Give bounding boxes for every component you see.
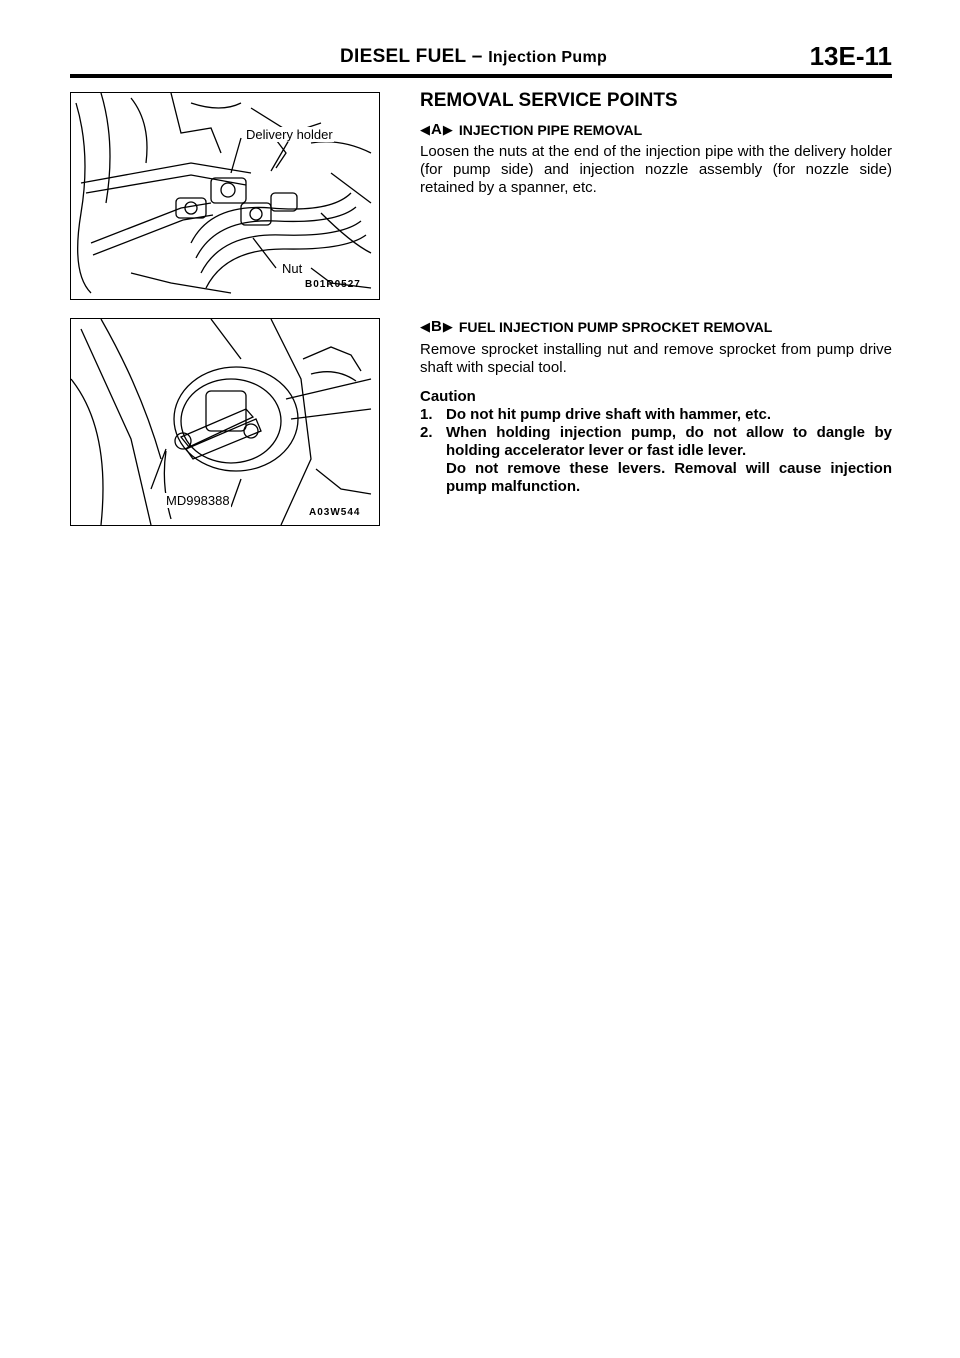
delivery-holder-label: Delivery holder — [246, 127, 333, 142]
page-header — [70, 40, 892, 78]
list-item-text: Do not hit pump drive shaft with hammer, etc. — [446, 406, 772, 423]
header-subtitle: Injection Pump — [488, 49, 608, 66]
left-triangle-icon: ◀ — [420, 122, 430, 137]
left-triangle-icon: ◀ — [420, 319, 430, 334]
list-item — [420, 406, 892, 424]
injection-pipe-illustration — [71, 93, 379, 299]
caution-title: Caution — [420, 388, 476, 405]
section-b-heading-text: FUEL INJECTION PUMP SPROCKET REMOVAL — [458, 318, 773, 335]
list-item — [420, 424, 892, 460]
section-b-heading — [420, 318, 892, 335]
list-item-text: When holding injection pump, do not allow to dangle by holding accelerator lever or fast idle lever. — [446, 424, 892, 459]
header-title — [340, 46, 607, 68]
section-letter: B — [431, 318, 442, 335]
section-a-heading — [420, 121, 892, 138]
nut-label: Nut — [282, 261, 303, 276]
figure-code: A03W544 — [309, 507, 361, 518]
right-triangle-icon: ▶ — [442, 319, 453, 334]
figure-injection-pipe — [70, 92, 380, 300]
page-number: 13E-11 — [809, 41, 892, 71]
list-item-number: 1. — [420, 406, 433, 423]
section-title: REMOVAL SERVICE POINTS — [420, 90, 678, 111]
list-item-number: 2. — [420, 424, 433, 441]
figure-sprocket-removal — [70, 318, 380, 526]
right-triangle-icon: ▶ — [442, 122, 453, 137]
header-separator: – — [471, 46, 483, 67]
figure-code: B01R0527 — [305, 279, 361, 290]
caution-list — [420, 406, 892, 496]
section-a-heading-text: INJECTION PIPE REMOVAL — [458, 121, 643, 138]
special-tool-label: MD998388 — [166, 493, 230, 508]
section-letter: A — [431, 121, 442, 138]
header-section-title: DIESEL FUEL — [340, 46, 467, 67]
section-b-text: Remove sprocket installing nut and remove sprocket from pump drive shaft with special tool. — [420, 341, 892, 376]
list-item-continuation: Do not remove these levers. Removal will cause injection pump malfunction. — [446, 460, 892, 495]
section-a-text: Loosen the nuts at the end of the injection pipe with the delivery holder (for pump side) and injection nozzle assembly (for nozzle side) retained by a spanner, etc. — [420, 143, 892, 196]
